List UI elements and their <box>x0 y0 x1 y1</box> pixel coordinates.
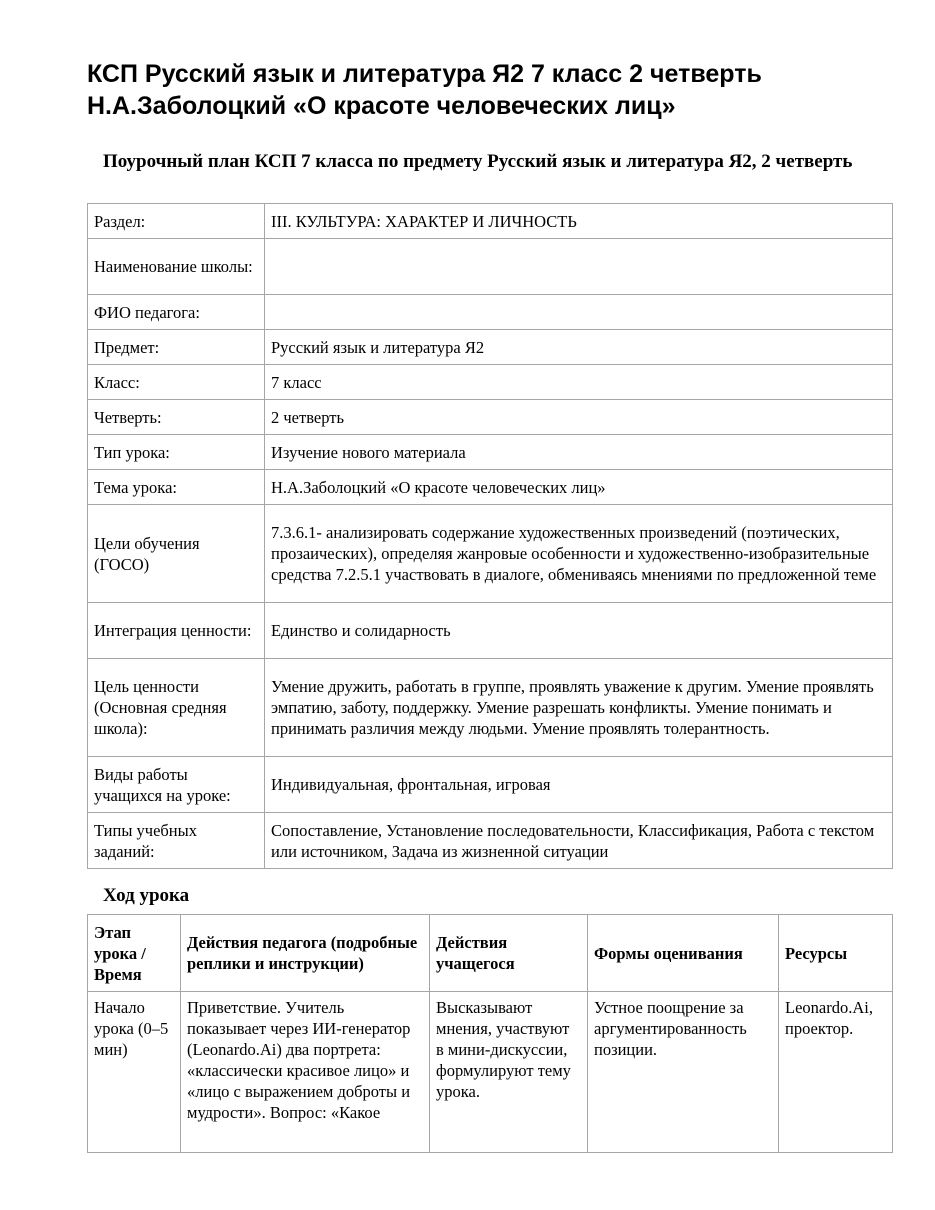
lesson-progress-table <box>87 914 893 1153</box>
table-row <box>88 204 893 239</box>
row-label: Интеграция ценности: <box>88 603 265 659</box>
row-value: Изучение нового материала <box>265 435 893 470</box>
table-row <box>88 603 893 659</box>
row-value: Индивидуальная, фронтальная, игровая <box>265 757 893 813</box>
document-title <box>87 58 887 122</box>
title-line-1: КСП Русский язык и литература Я2 7 класс 2 четверть <box>87 60 762 88</box>
row-label: Тема урока: <box>88 470 265 505</box>
table-row <box>88 365 893 400</box>
cell-stage: Начало урока (0–5 мин) <box>88 992 181 1153</box>
table-row <box>88 330 893 365</box>
row-value: 2 четверть <box>265 400 893 435</box>
table-row <box>88 505 893 603</box>
row-label: Раздел: <box>88 204 265 239</box>
column-header-teacher: Действия педагога (подробные реплики и инструкции) <box>181 915 430 992</box>
row-label: Виды работы учащихся на уроке: <box>88 757 265 813</box>
row-label: Класс: <box>88 365 265 400</box>
table-row <box>88 435 893 470</box>
row-label: Цель ценности (Основная средняя школа): <box>88 659 265 757</box>
table-row <box>88 757 893 813</box>
column-header-stage: Этап урока / Время <box>88 915 181 992</box>
row-value: III. КУЛЬТУРА: ХАРАКТЕР И ЛИЧНОСТЬ <box>265 204 893 239</box>
row-label: Тип урока: <box>88 435 265 470</box>
row-value: Н.А.Заболоцкий «О красоте человеческих лиц» <box>265 470 893 505</box>
table-row <box>88 239 893 295</box>
table-row <box>88 659 893 757</box>
row-label: ФИО педагога: <box>88 295 265 330</box>
title-line-2: Н.А.Заболоцкий «О красоте человеческих лиц» <box>87 92 676 120</box>
table-header-row <box>88 915 893 992</box>
table-row <box>88 295 893 330</box>
row-value: Сопоставление, Установление последовательности, Классификация, Работа с текстом или источником, Задача из жизненной ситуации <box>265 813 893 869</box>
row-label: Наименование школы: <box>88 239 265 295</box>
cell-student: Высказывают мнения, участвуют в мини-дискуссии, формулируют тему урока. <box>430 992 588 1153</box>
table-row <box>88 470 893 505</box>
row-value: Единство и солидарность <box>265 603 893 659</box>
row-value: 7.3.6.1- анализировать содержание художественных произведений (поэтических, прозаических), определяя жанровые особенности и художественно-изобразительные средства 7.2.5.1 участвовать в диалоге, обмениваясь мнениями по предложенной теме <box>265 505 893 603</box>
table-row <box>88 992 893 1153</box>
column-header-student: Действия учащегося <box>430 915 588 992</box>
cell-assessment: Устное поощрение за аргументированность позиции. <box>588 992 779 1153</box>
row-value <box>265 295 893 330</box>
row-value <box>265 239 893 295</box>
lesson-info-table <box>87 203 893 869</box>
row-label: Цели обучения (ГОСО) <box>88 505 265 603</box>
row-value: Русский язык и литература Я2 <box>265 330 893 365</box>
column-header-resources: Ресурсы <box>779 915 893 992</box>
row-label: Четверть: <box>88 400 265 435</box>
cell-resources: Leonardo.Ai, проектор. <box>779 992 893 1153</box>
cell-teacher: Приветствие. Учитель показывает через ИИ-генератор (Leonardo.Ai) два портрета: «классически красивое лицо» и «лицо с выражением доброты и мудрости». Вопрос: «Какое <box>181 992 430 1153</box>
row-value: 7 класс <box>265 365 893 400</box>
lesson-heading: Ход урока <box>103 885 190 906</box>
row-label: Предмет: <box>88 330 265 365</box>
table-row <box>88 813 893 869</box>
row-label: Типы учебных заданий: <box>88 813 265 869</box>
row-value: Умение дружить, работать в группе, проявлять уважение к другим. Умение проявлять эмпатию, заботу, поддержку. Умение разрешать конфликты. Умение понимать и принимать различия между людьми. Умение проявлять толерантность. <box>265 659 893 757</box>
plan-heading: Поурочный план КСП 7 класса по предмету Русский язык и литература Я2, 2 четверть <box>103 151 853 172</box>
column-header-assessment: Формы оценивания <box>588 915 779 992</box>
table-row <box>88 400 893 435</box>
